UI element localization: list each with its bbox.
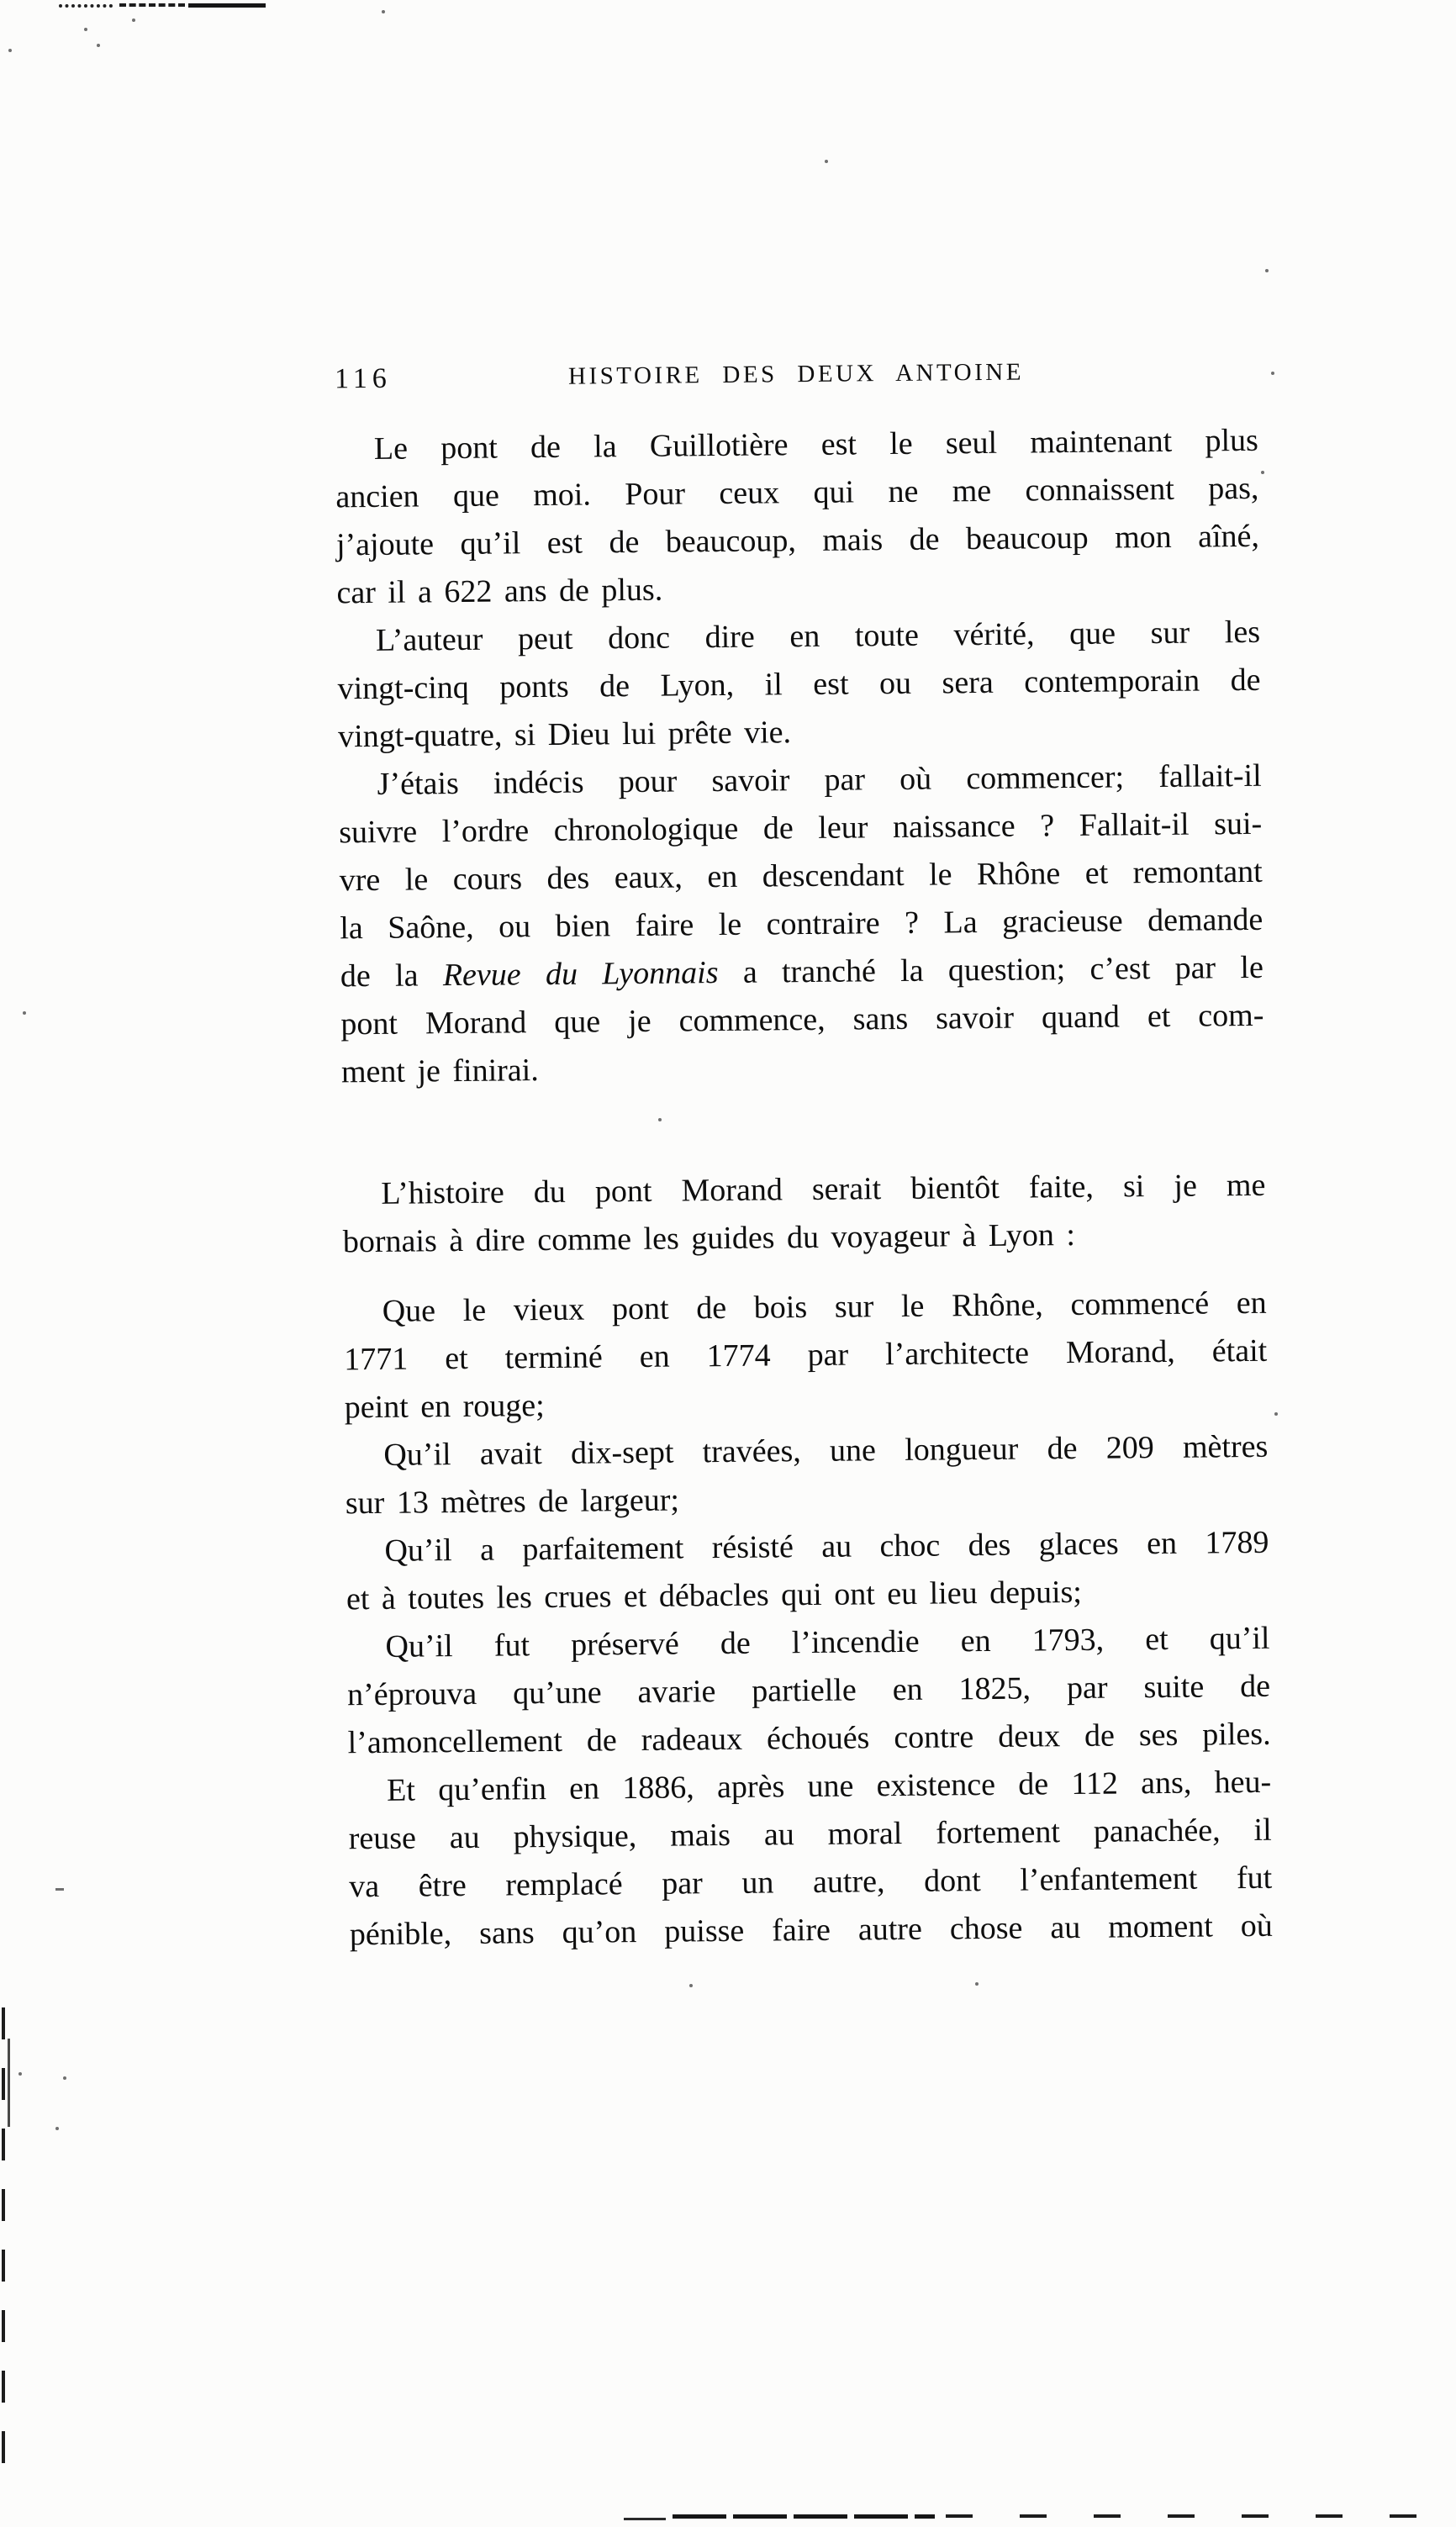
text-line: J’étais indécis pour savoir par où commencer; fallait-il <box>377 757 1262 802</box>
text-line: Qu’il avait dix-sept travées, une longueur de 209 mètres <box>383 1428 1269 1473</box>
paragraph <box>342 1162 1266 1267</box>
text-line: n’éprouva qu’une avarie partielle en 1825, par suite de <box>346 1668 1271 1713</box>
text-line: Que le vieux pont de bois sur le Rhône, commencé en <box>382 1285 1267 1329</box>
page-number: 116 <box>334 362 392 395</box>
scan-speck <box>825 160 828 163</box>
scan-speck <box>1274 1412 1278 1416</box>
text-line: vingt-quatre, si Dieu lui prête vie. <box>337 715 792 755</box>
scan-speck <box>132 18 135 22</box>
paragraph <box>343 1279 1268 1432</box>
text-segment: a tranché la question; c’est par le <box>718 949 1264 991</box>
paragraph <box>346 1615 1271 1768</box>
text-line: Qu’il fut préservé de l’incendie en 1793, et qu’il <box>385 1620 1270 1664</box>
text-line: L’auteur peut donc dire en toute vérité, que sur les <box>375 614 1261 658</box>
page-content <box>335 348 1273 1959</box>
paragraph <box>348 1759 1273 1960</box>
scan-speck <box>18 2072 22 2076</box>
paragraph <box>346 1519 1269 1624</box>
scan-artifact-left-dashed-line <box>2 2007 5 2480</box>
scan-artifact-top-dashed-line <box>119 3 185 7</box>
text-line: pont Morand que je commence, sans savoir quand et com- <box>340 997 1264 1042</box>
text-line: ancien que moi. Pour ceux qui ne me connaissent pas, <box>335 470 1259 515</box>
page-header <box>335 348 1258 394</box>
scan-speck <box>8 49 12 52</box>
text-line: L’histoire du pont Morand serait bientôt faite, si je me <box>381 1167 1266 1211</box>
text-line: pénible, sans qu’on puisse faire autre chose au moment où <box>349 1907 1273 1953</box>
text-line: Le pont de la Guillotière est le seul maintenant plus <box>373 422 1259 467</box>
text-block <box>335 417 1273 1959</box>
text-line <box>340 944 1263 1001</box>
text-line: l’amoncellement de radeaux échoués contre deux de ses piles. <box>347 1716 1271 1761</box>
scan-artifact-top-solid-line <box>188 3 266 8</box>
paragraph <box>345 1423 1269 1528</box>
text-line: vingt-cinq ponts de Lyon, il est ou sera contemporain de <box>337 662 1261 707</box>
scan-artifact-bottom-dashed-line <box>946 2514 1447 2518</box>
text-line: reuse au physique, mais au moral fortement panachée, il <box>348 1812 1272 1857</box>
text-line: sur 13 mètres de largeur; <box>345 1482 680 1522</box>
text-line: la Saône, ou bien faire le contraire ? La gracieuse demande <box>340 901 1263 947</box>
scan-speck <box>63 2076 66 2080</box>
scan-speck <box>23 1011 26 1015</box>
scan-speck <box>55 1888 64 1891</box>
text-line: ment je finirai. <box>340 1052 539 1090</box>
scan-speck <box>1261 471 1264 474</box>
text-line: j’ajoute qu’il est de beaucoup, mais de beaucoup mon aîné, <box>335 518 1260 563</box>
text-line: et à toutes les crues et débacles qui ont eu lieu depuis; <box>346 1574 1083 1617</box>
text-line: bornais à dire comme les guides du voyageur à Lyon : <box>342 1216 1076 1260</box>
running-title: HISTOIRE DES DEUX ANTOINE <box>567 358 1025 390</box>
scan-speck <box>84 28 87 31</box>
scan-artifact-bottom-heavy-line <box>673 2514 935 2519</box>
text-line: peint en rouge; <box>344 1388 545 1426</box>
scan-speck <box>689 1984 693 1987</box>
text-line: suivre l’ordre chronologique de leur naissance ? Fallait-il sui- <box>339 805 1263 851</box>
text-line: va être remplacé par un autre, dont l’enfantement fut <box>349 1860 1273 1905</box>
scan-speck <box>1265 269 1269 272</box>
scan-artifact-left-tick <box>8 2039 10 2127</box>
scan-speck <box>975 1982 979 1986</box>
italic-text: Revue du Lyonnais <box>442 955 719 994</box>
paragraph <box>338 752 1264 1097</box>
scan-artifact-bottom-dash <box>624 2518 666 2520</box>
text-line: car il a 622 ans de plus. <box>336 572 663 611</box>
paragraph <box>335 417 1260 618</box>
scan-speck <box>55 2127 59 2130</box>
paragraph <box>337 609 1262 762</box>
scan-speck <box>382 10 385 13</box>
text-line: 1771 et terminé en 1774 par l’architecte Morand, était <box>344 1332 1268 1378</box>
scan-artifact-top-dotted-line <box>59 4 113 8</box>
scan-speck <box>97 44 100 47</box>
text-segment: de la <box>340 958 444 994</box>
text-line: Qu’il a parfaitement résisté au choc des glaces en 1789 <box>384 1524 1269 1569</box>
text-line: vre le cours des eaux, en descendant le Rhône et remontant <box>339 853 1263 899</box>
scan-speck <box>1271 372 1274 375</box>
text-line: Et qu’enfin en 1886, après une existence de 112 ans, heu- <box>386 1764 1272 1808</box>
